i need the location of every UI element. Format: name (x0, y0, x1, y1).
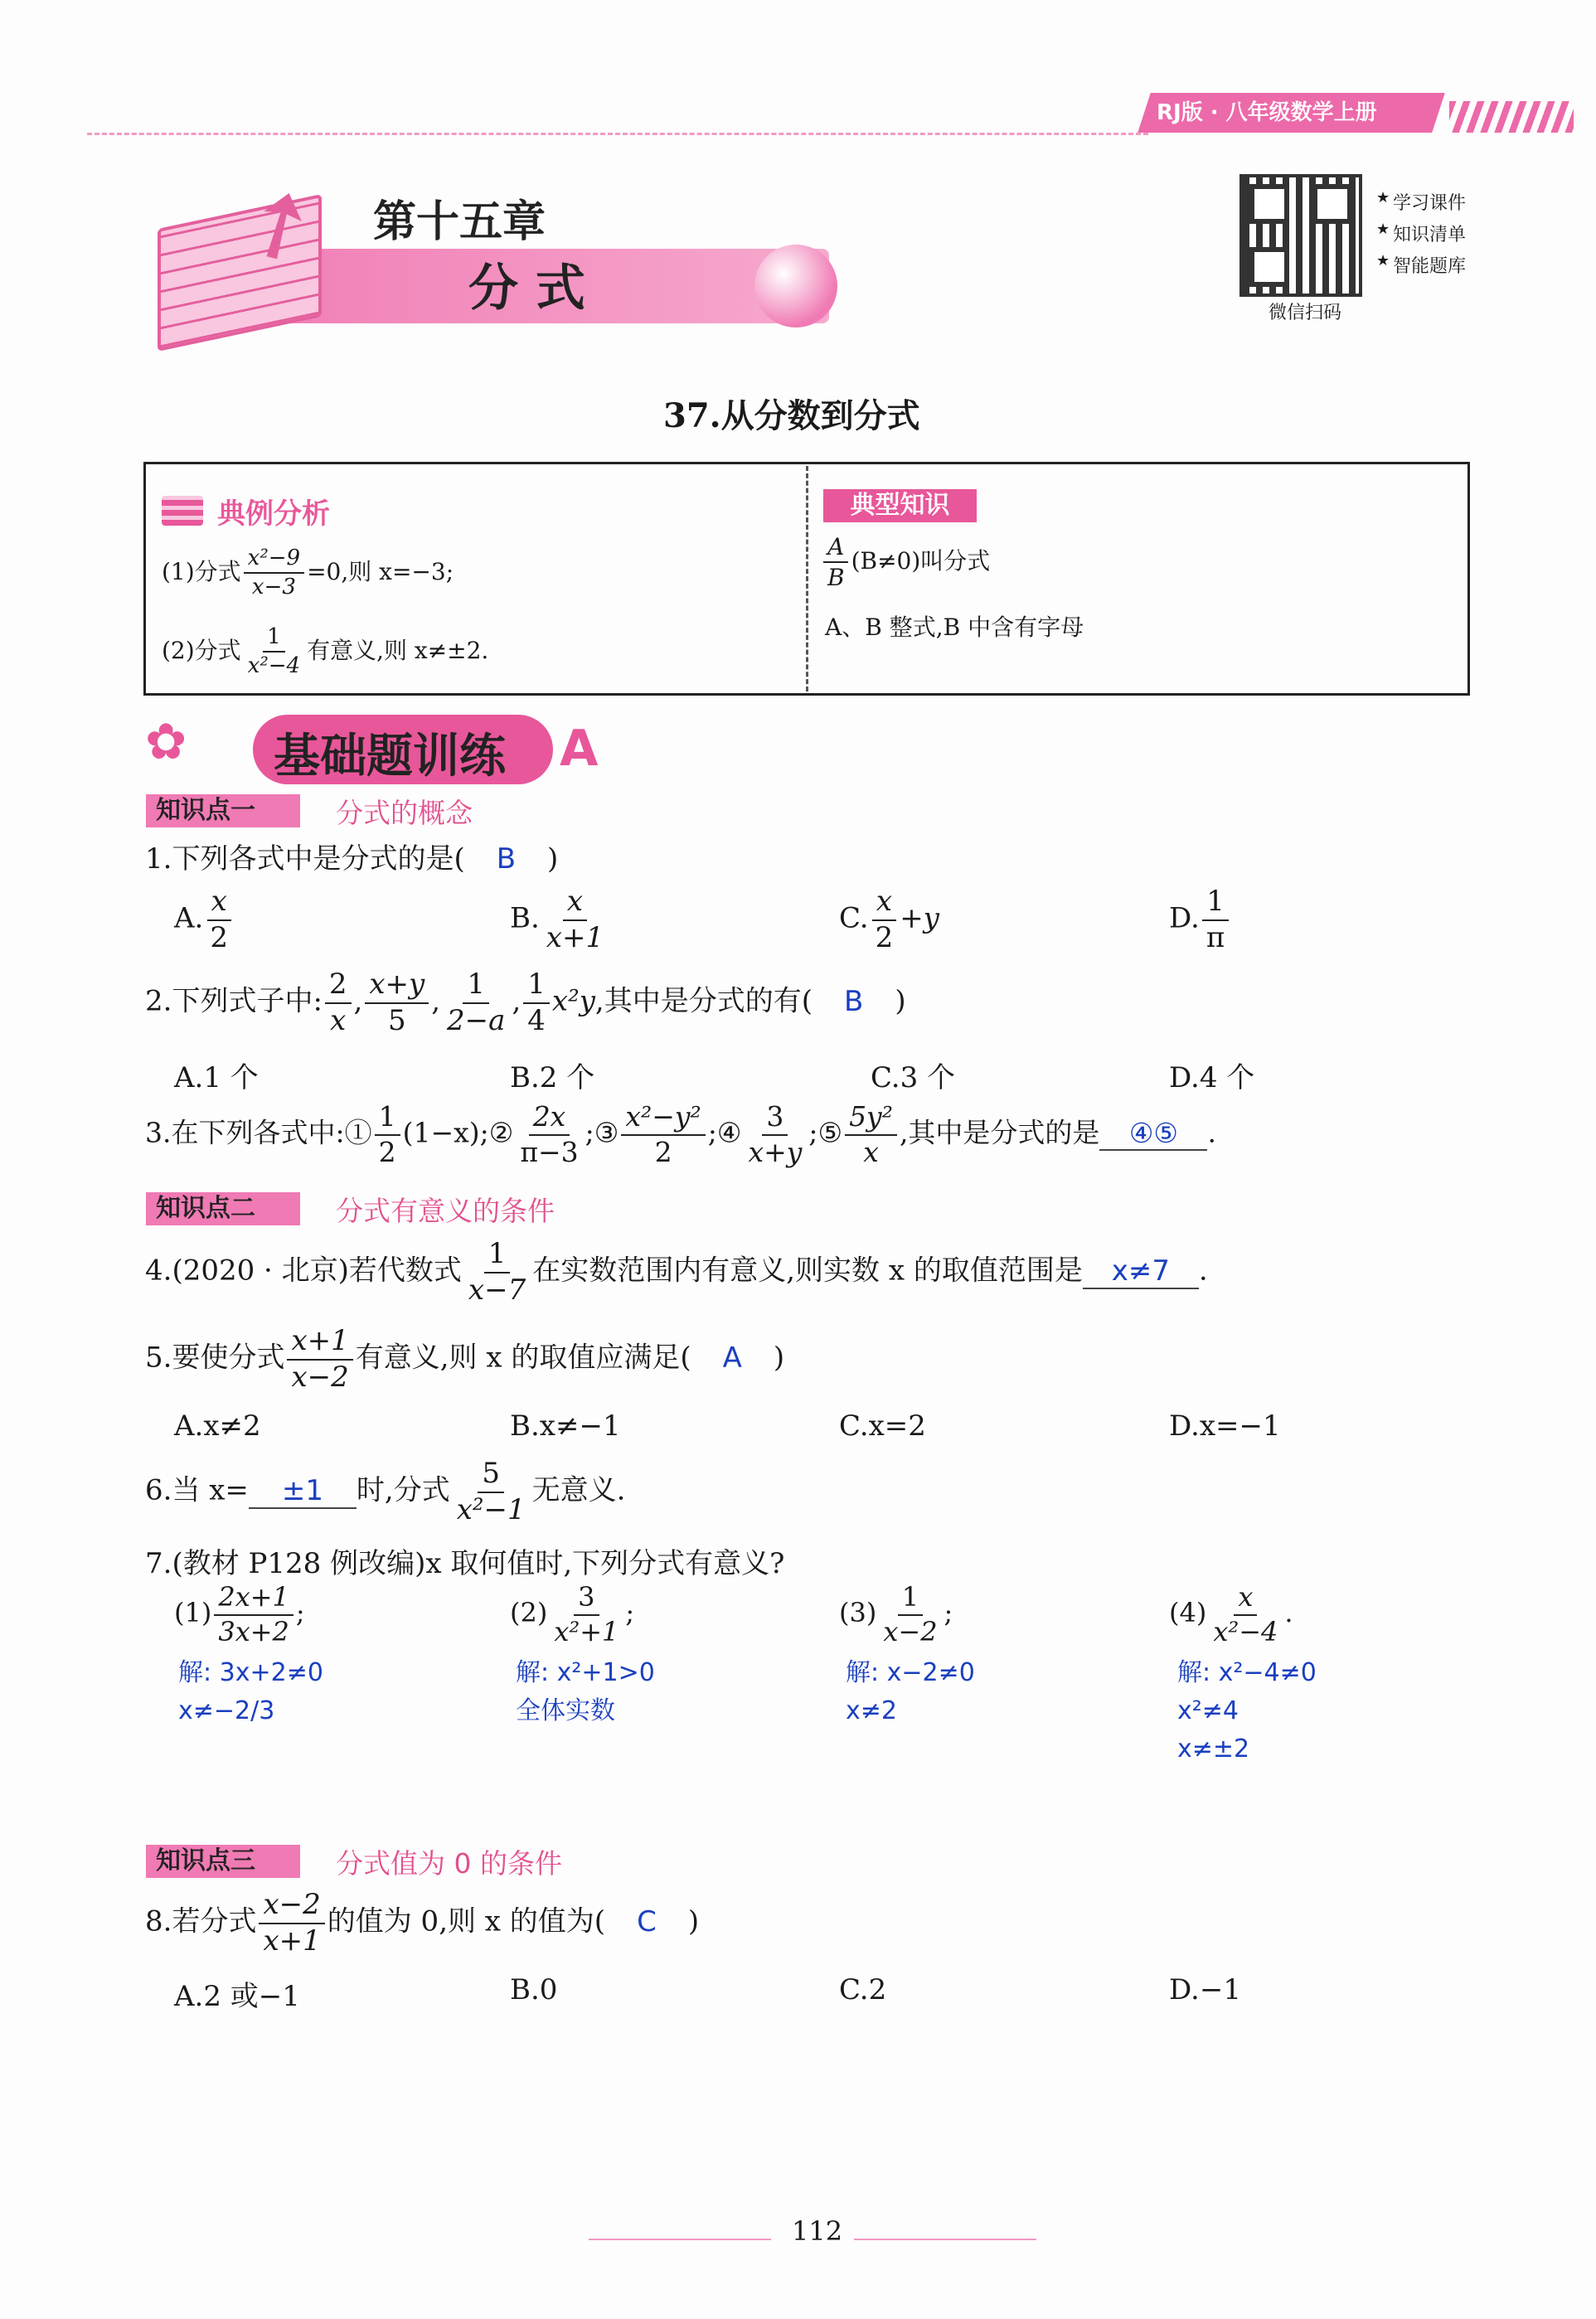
q7-solution-4[interactable]: 解: x²−4≠0 x²≠4 x≠±2 (1177, 1658, 1317, 1764)
q2-option-b[interactable]: B.2 个 (510, 1061, 595, 1094)
q8-stem: 8.若分式 $\frac{x-2}{x+1}$ 的值为 0,则 x 的值为( C ) (145, 1888, 700, 1958)
q1-stem: 1.下列各式中是分式的是( B ) (145, 842, 559, 876)
q8-option-d[interactable]: D.−1 (1169, 1973, 1241, 2006)
qr-star-3: ★ (1376, 252, 1390, 269)
q5-option-d[interactable]: D.x=−1 (1169, 1409, 1281, 1443)
arrow-icon: ➚ (219, 158, 338, 289)
q2-answer[interactable]: B (843, 984, 864, 1018)
q4-answer[interactable]: x≠7 (1111, 1254, 1170, 1288)
q5-option-c[interactable]: C.x=2 (839, 1409, 926, 1443)
qr-item-3: 智能题库 (1393, 256, 1467, 277)
edition-label: RJ版 · 八年级数学上册 (1157, 100, 1377, 125)
section-title: 基础题训练 (274, 730, 506, 784)
chapter-number: 第十五章 (373, 197, 546, 247)
q7-part-4: (4) $\frac{x}{\text{x²−4}}$ . (1169, 1581, 1293, 1647)
qr-star-1: ★ (1376, 189, 1390, 206)
q1-option-c[interactable]: C. $\frac{x}{2}$ +y (839, 885, 939, 954)
q5-stem: 5.要使分式 $\frac{x+1}{x-2}$ 有意义,则 x 的取值应满足( A ) (145, 1324, 785, 1394)
book-stack-icon (162, 496, 203, 526)
qr-item-1: 学习课件 (1393, 193, 1467, 214)
knowledge-2: A、B 整式,B 中含有字母 (825, 614, 1084, 641)
lesson-title: 37.从分数到分式 (663, 396, 920, 435)
q7-part-1: (1) $\frac{2x+1}{3x+2}$ ; (174, 1581, 305, 1647)
kp3-tag: 知识点三 (146, 1845, 300, 1878)
q8-option-b[interactable]: B.0 (510, 1973, 558, 2006)
q1-answer[interactable]: B (496, 842, 517, 876)
footer-line-left (589, 2239, 771, 2240)
knowledge-1: $\frac{A}{B}$ (B≠0)叫分式 (821, 535, 990, 590)
q3-stem: 3.在下列各式中:① $\frac{1}{2}$ (1−x);② $\frac{2x}{\pi-3}$ ;③ $\frac{\text{x²−y²}}{2}$ ;④ $\frac{3}{x+y}$ ;⑤ $\frac{\text{5y²}}{x}$ ,其中是分式的是 ④⑤ . (145, 1100, 1216, 1168)
q2-option-d[interactable]: D.4 个 (1169, 1061, 1255, 1094)
q7-part-2: (2) $\frac{3}{\text{x²+1}}$ ; (510, 1581, 635, 1647)
q5-option-b[interactable]: B.x≠−1 (510, 1409, 621, 1443)
flower-icon: ✿ (145, 713, 187, 771)
example-1: (1)分式 $\frac{\text{x²−9}}{x-3}$ =0,则 x=−3; (162, 546, 454, 600)
qr-star-2: ★ (1376, 221, 1390, 238)
example-2: (2)分式 $\frac{1}{\text{x²−4}}$ 有意义,则 x≠±2. (162, 624, 489, 679)
q3-answer[interactable]: ④⑤ (1128, 1116, 1179, 1149)
q5-answer[interactable]: A (722, 1341, 742, 1375)
q8-answer[interactable]: C (637, 1904, 657, 1938)
page-number: 112 (792, 2215, 843, 2247)
q6-answer[interactable]: ±1 (281, 1473, 323, 1507)
q8-option-c[interactable]: C.2 (839, 1973, 887, 2006)
q2-option-a[interactable]: A.1 个 (174, 1061, 259, 1094)
q2-option-c[interactable]: C.3 个 (871, 1061, 956, 1094)
kp2-title: 分式有意义的条件 (336, 1195, 555, 1227)
q1-option-d[interactable]: D. $\frac{1}{\pi}$ (1169, 887, 1231, 953)
q2-stem: 2.下列式子中: $\frac{2}{x}$ , $\frac{x+y}{5}$ , $\frac{1}{2-a}$ , $\frac{1}{4}$ x²y,其中是分式的有( B ) (145, 968, 906, 1037)
q7-stem: 7.(教材 P128 例改编)x 取何值时,下列分式有意义? (145, 1547, 785, 1580)
kp1-tag: 知识点一 (146, 794, 300, 827)
q8-option-a[interactable]: A.2 或−1 (174, 1980, 300, 2013)
q6-stem: 6.当 x= ±1 时,分式 $\frac{5}{\text{x²−1}}$ 无意义. (145, 1457, 626, 1526)
q1-option-a[interactable]: A. $\frac{x}{2}$ (174, 887, 235, 953)
example-box-divider (806, 466, 808, 691)
q7-part-3: (3) $\frac{1}{x-2}$ ; (839, 1581, 953, 1647)
example-left-title: 典例分析 (217, 497, 330, 531)
chapter-ball (754, 245, 837, 327)
q7-solution-1[interactable]: 解: 3x+2≠0 x≠−2/3 (178, 1658, 323, 1725)
qr-item-2: 知识清单 (1393, 225, 1467, 245)
q5-option-a[interactable]: A.x≠2 (174, 1409, 261, 1443)
q4-stem: 4.(2020 · 北京)若代数式 $\frac{1}{x-7}$ 在实数范围内有意义,则实数 x 的取值范围是 x≠7 . (145, 1237, 1208, 1307)
q7-solution-3[interactable]: 解: x−2≠0 x≠2 (846, 1658, 975, 1725)
section-letter: A (560, 720, 599, 778)
header-stripes (1449, 101, 1574, 133)
q1-option-b[interactable]: B. $\frac{x}{x+1}$ (510, 885, 604, 954)
example-right-title: 典型知识 (823, 489, 977, 522)
kp2-tag: 知识点二 (146, 1192, 300, 1225)
kp1-title: 分式的概念 (336, 797, 473, 829)
kp3-title: 分式值为 0 的条件 (336, 1847, 562, 1880)
qr-scan-label: 微信扫码 (1269, 303, 1342, 323)
chapter-title: 分 式 (468, 260, 585, 318)
qr-code[interactable] (1239, 174, 1362, 297)
q7-solution-2[interactable]: 解: x²+1>0 全体实数 (516, 1658, 655, 1725)
footer-line-right (854, 2239, 1036, 2240)
header-dashed-line (87, 133, 1148, 135)
